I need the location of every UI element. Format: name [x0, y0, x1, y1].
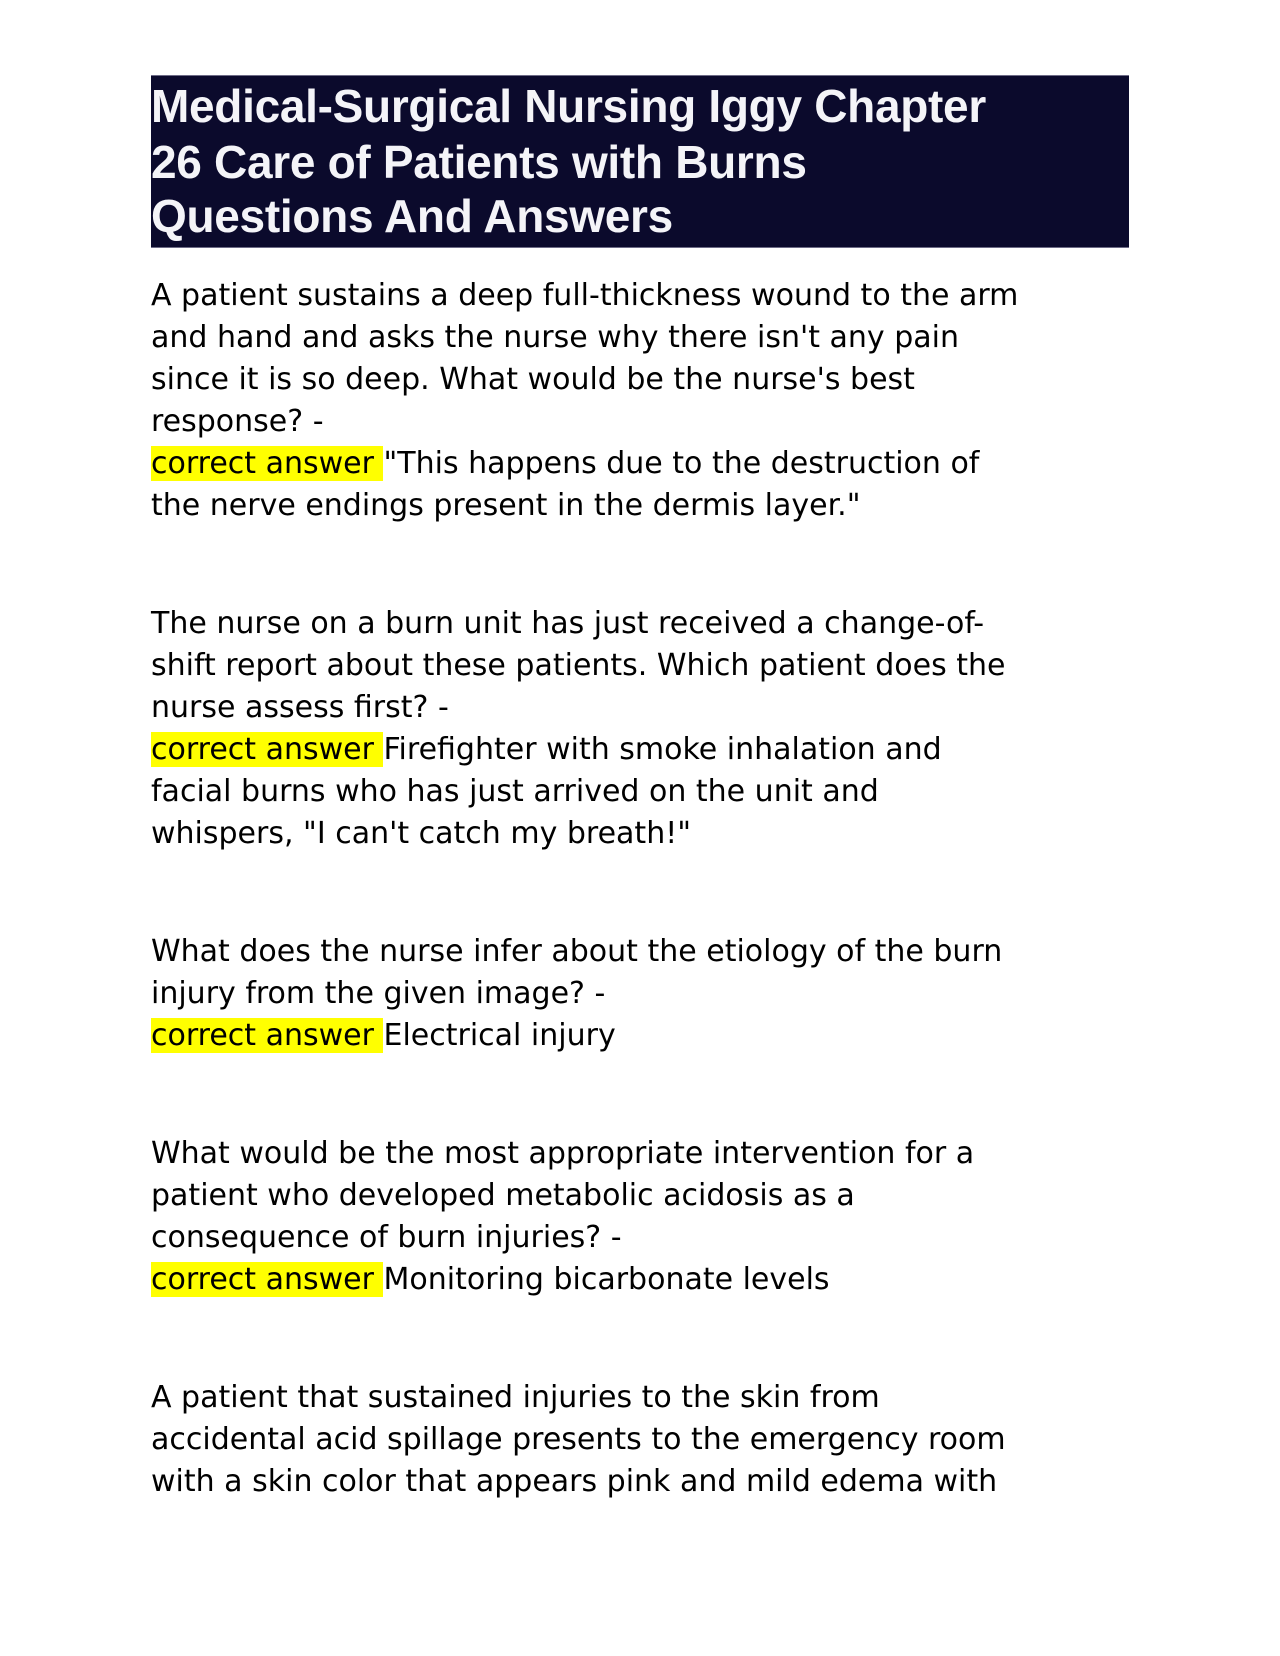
answer-line	[151, 729, 1131, 771]
answer-line	[151, 1259, 1131, 1301]
answer-line: facial burns who has just arrived on the unit and	[151, 774, 879, 809]
answer-line	[151, 443, 1131, 485]
correct-answer-label: correct answer	[151, 446, 384, 481]
correct-answer-label: correct answer	[151, 1262, 384, 1297]
answer-line	[151, 1015, 1131, 1057]
qa-item	[151, 1133, 1131, 1301]
answer-text: Electrical injury	[383, 1018, 616, 1053]
question-line: nurse assess first? -	[151, 690, 449, 725]
answer-text: Firefighter with smoke inhalation and	[383, 732, 942, 767]
question-line: What does the nurse infer about the etiology of the burn	[151, 934, 1003, 969]
question-line: A patient sustains a deep full-thickness wound to the arm	[151, 278, 1019, 313]
title-line-2: 26 Care of Patients with Burns	[151, 136, 807, 188]
question-line: injury from the given image? -	[151, 976, 606, 1011]
qa-list	[151, 275, 1131, 1579]
question-line: accidental acid spillage presents to the emergency room	[151, 1422, 1006, 1457]
answer-line: whispers, "I can't catch my breath!"	[151, 816, 692, 851]
question-line: with a skin color that appears pink and mild edema with	[151, 1464, 998, 1499]
answer-text: "This happens due to the destruction of	[383, 446, 980, 481]
question-line: since it is so deep. What would be the nurse's best	[151, 362, 915, 397]
question-line: and hand and asks the nurse why there isn't any pain	[151, 320, 959, 355]
question-line: patient who developed metabolic acidosis as a	[151, 1178, 855, 1213]
qa-item	[151, 603, 1131, 855]
qa-item	[151, 275, 1131, 527]
correct-answer-label: correct answer	[151, 1018, 384, 1053]
qa-item	[151, 931, 1131, 1057]
title-line-3: Questions And Answers	[151, 190, 673, 242]
question-line: consequence of burn injuries? -	[151, 1220, 622, 1255]
title-line-1: Medical-Surgical Nursing Iggy Chapter	[151, 80, 986, 132]
qa-item	[151, 1377, 1131, 1503]
correct-answer-label: correct answer	[151, 732, 384, 767]
question-line: What would be the most appropriate intervention for a	[151, 1136, 975, 1171]
answer-text: Monitoring bicarbonate levels	[383, 1262, 830, 1297]
question-line: A patient that sustained injuries to the skin from	[151, 1380, 880, 1415]
answer-line: the nerve endings present in the dermis layer."	[151, 488, 861, 523]
question-line: response? -	[151, 404, 324, 439]
question-line: shift report about these patients. Which patient does the	[151, 648, 1006, 683]
question-line: The nurse on a burn unit has just received a change-of-	[151, 606, 985, 641]
title-banner	[151, 75, 1129, 248]
